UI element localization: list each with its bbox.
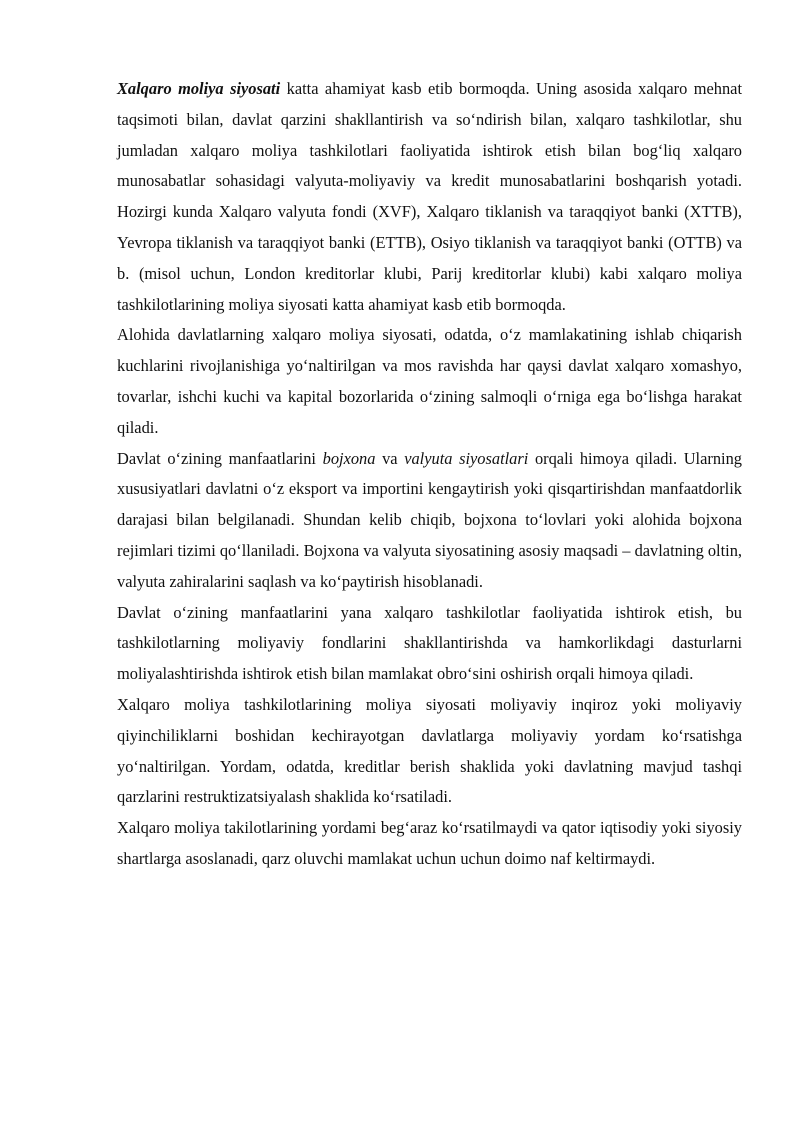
- paragraph-2: [117, 320, 742, 443]
- paragraph-text: Davlat o‘zining manfaatlarini: [117, 448, 323, 468]
- paragraph-text: katta ahamiyat kasb etib bormoqda. Uning asosida xalqaro mehnat taqsimoti bilan, davlat qarzini shakllantirish va so‘ndirish bilan, xalqaro tashkilotlar, shu jumladan xalqaro moliya tashkilotlari faoliyatida ishtirok etish bilan bog‘liq xalqaro munosabatlar sohasidagi valyuta-moliyaviy va kredit munosabatlarini boshqarish yotadi. Hozirgi kunda Xalqaro valyuta fondi (XVF), Xalqaro tiklanish va taraqqiyot banki (XTTB), Yevropa tiklanish va taraqqiyot banki (ETTB), Osiyo tiklanish va taraqqiyot banki (OTTB) va b. (misol uchun, London kreditorlar klubi, Parij kreditorlar klubi) kabi xalqaro moliya tashkilotlarining moliya siyosati katta ahamiyat kasb etib bormoqda.: [117, 79, 742, 314]
- paragraph-5: [117, 690, 742, 813]
- paragraph-text: Davlat o‘zining manfaatlarini yana xalqaro tashkilotlar faoliyatida ishtirok etish, bu tashkilotlarning moliyaviy fondlarini shakllantirishda va hamkorlikdagi dasturlarni moliyalashtirishda ishtirok etish bilan mamlakat obro‘sini oshirish orqali himoya qiladi.: [117, 602, 742, 684]
- paragraph-text: Alohida davlatlarning xalqaro moliya siyosati, odatda, o‘z mamlakatining ishlab chiqarish kuchlarini rivojlanishiga yo‘naltirilgan va mos ravishda har qaysi davlat xalqaro xomashyo, tovarlar, ishchi kuchi va kapital bozorlarida o‘zining salmoqli o‘rniga ega bo‘lishga harakat qiladi.: [117, 325, 742, 437]
- paragraph-text: orqali himoya qiladi. Ularning xususiyatlari davlatni o‘z eksport va importini kengaytirish yoki qisqartirishdan manfaatdorlik darajasi bilan belgilanadi. Shundan kelib chiqib, bojxona to‘lovlari yoki alohida bojxona rejimlari tizimi qo‘llaniladi. Bojxona va valyuta siyosatining asosiy maqsadi – davlatning oltin, valyuta zahiralarini saqlash va ko‘paytirish hisoblanadi.: [117, 448, 743, 591]
- term-valyuta-siyosatlari: valyuta siyosatlari: [404, 448, 529, 468]
- paragraph-1: [117, 74, 742, 320]
- term-xalqaro-moliya-siyosati: Xalqaro moliya siyosati: [117, 79, 281, 98]
- paragraph-4: [117, 598, 742, 690]
- paragraph-text: Xalqaro moliya takilotlarining yordami beg‘araz ko‘rsatilmaydi va qator iqtisodiy yoki siyosiy shartlarga asoslanadi, qarz oluvchi mamlakat uchun uchun doimo naf keltirmaydi.: [117, 818, 742, 868]
- paragraph-6: [117, 813, 742, 875]
- paragraph-3: [117, 444, 742, 598]
- document-page: [117, 74, 742, 875]
- paragraph-text: va: [375, 448, 405, 468]
- term-bojxona: bojxona: [322, 448, 376, 468]
- paragraph-text: Xalqaro moliya tashkilotlarining moliya siyosati moliyaviy inqiroz yoki moliyaviy qiyinchiliklarni boshidan kechirayotgan davlatlarga moliyaviy yordam ko‘rsatishga yo‘naltirilgan. Yordam, odatda, kreditlar berish shaklida yoki davlatning mavjud tashqi qarzlarini restruktizatsiyalash shaklida ko‘rsatiladi.: [117, 694, 742, 807]
